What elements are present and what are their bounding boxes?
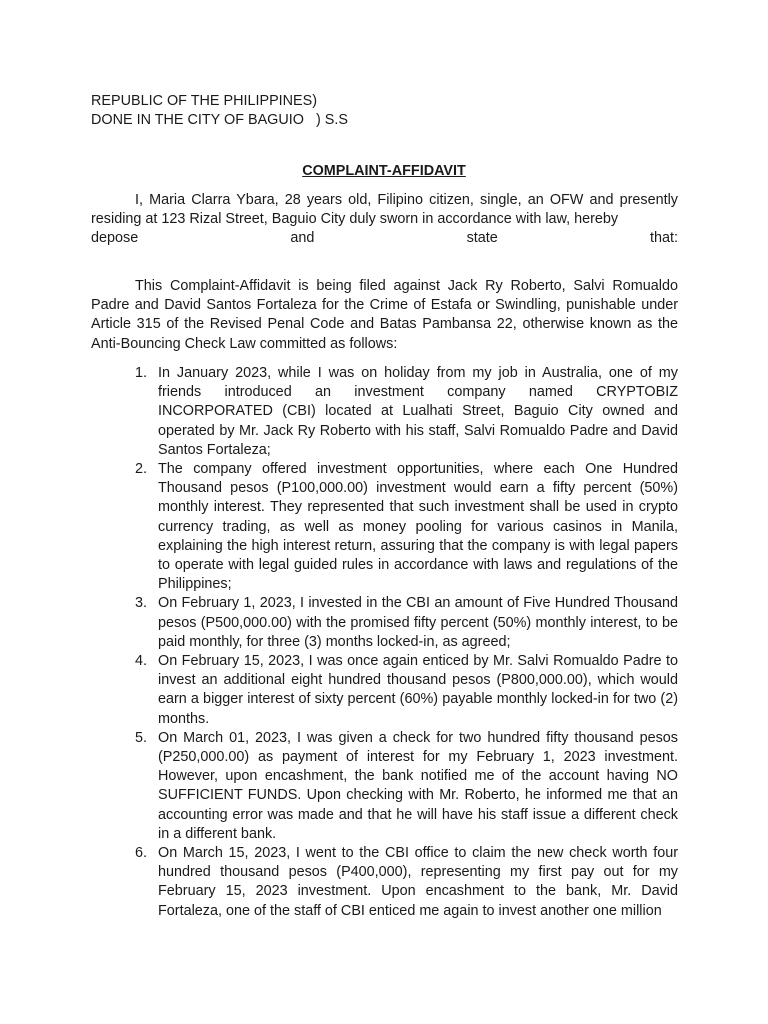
list-item-number: 6. [135, 845, 148, 862]
list-item [135, 652, 678, 729]
list-item-text: On March 15, 2023, I went to the CBI office to claim the new check worth four hundred thousand pesos (P400,000), representing my first pay out for my February 15, 2023 investment. Upon encashment to the bank, Mr. David Fortaleza, one of the staff of CBI enticed me again to invest another one million [158, 845, 678, 919]
document-title: COMPLAINT-AFFIDAVIT [302, 163, 466, 179]
list-item-text: The company offered investment opportunities, where each One Hundred Thousand pesos (P100,000.00) investment would earn a fifty percent (50%) monthly interest. They represented that such investment shall be used in crypto currency trading, as well as money pooling for various casinos in Manila, explaining the high interest return, assuring that the company is with legal papers to operate with legal guided rules in accordance with laws and regulations of the Philippines; [158, 461, 678, 593]
intro-word-and: and [290, 230, 315, 247]
list-item-number: 2. [135, 461, 148, 478]
list-item [135, 460, 678, 594]
intro-word-depose: depose [91, 230, 139, 247]
list-item-text: In January 2023, while I was on holiday from my job in Australia, one of my friends introduced an investment company named CRYPTOBIZ INCORPORATED (CBI) located at Lualhati Street, Baguio City owned and operated by Mr. Jack Ry Roberto with his staff, Salvi Romualdo Padre and David Santos Fortaleza; [158, 365, 678, 458]
list-item-number: 1. [135, 365, 148, 381]
list-item-number: 3. [135, 595, 148, 612]
list-item-number: 5. [135, 729, 148, 746]
intro-word-that: that: [649, 230, 678, 247]
intro-last-line [91, 229, 678, 248]
list-item [135, 844, 678, 921]
list-item [135, 729, 678, 844]
statement-paragraph: This Complaint-Affidavit is being filed against Jack Ry Roberto, Salvi Romualdo Padre and David Santos Fortaleza for the Crime of Estafa or Swindling, punishable under Article 315 of the Revised Penal Code and Batas Pambansa 22, otherwise known as the Anti-Bouncing Check Law committed as follows: [91, 278, 678, 352]
list-item [135, 594, 678, 652]
intro-word-state: state [466, 230, 498, 247]
list-item [135, 364, 678, 460]
list-item-text: On March 01, 2023, I was given a check for two hundred fifty thousand pesos (P250,000.00) as payment of interest for my February 1, 2023 investment. However, upon encashment, the bank notified me of the account having NO SUFFICIENT FUNDS. Upon checking with Mr. Roberto, he informed me that an accounting error was made and that he will have his staff issue a different check in a different bank. [158, 729, 678, 842]
allegations-list [135, 364, 678, 921]
list-item-text: On February 1, 2023, I invested in the CBI an amount of Five Hundred Thousand pesos (P500,000.00) with the promised fifty percent (50%) monthly interest, to be paid monthly, for three (3) months locked-in, as agreed; [158, 595, 678, 650]
intro-paragraph [91, 191, 678, 249]
header-line-republic: REPUBLIC OF THE PHILIPPINES) [91, 93, 318, 109]
list-item-number: 4. [135, 653, 148, 670]
list-item-text: On February 15, 2023, I was once again enticed by Mr. Salvi Romualdo Padre to invest an additional eight hundred thousand pesos (P800,000.00), which would earn a bigger interest of sixty percent (60%) payable monthly locked-in for two (2) months. [158, 653, 678, 727]
intro-text: I, Maria Clarra Ybara, 28 years old, Filipino citizen, single, an OFW and presently residing at 123 Rizal Street, Baguio City duly sworn in accordance with law, hereby [91, 192, 678, 228]
document-header [91, 92, 691, 130]
header-line-venue: DONE IN THE CITY OF BAGUIO ) S.S [91, 112, 348, 129]
